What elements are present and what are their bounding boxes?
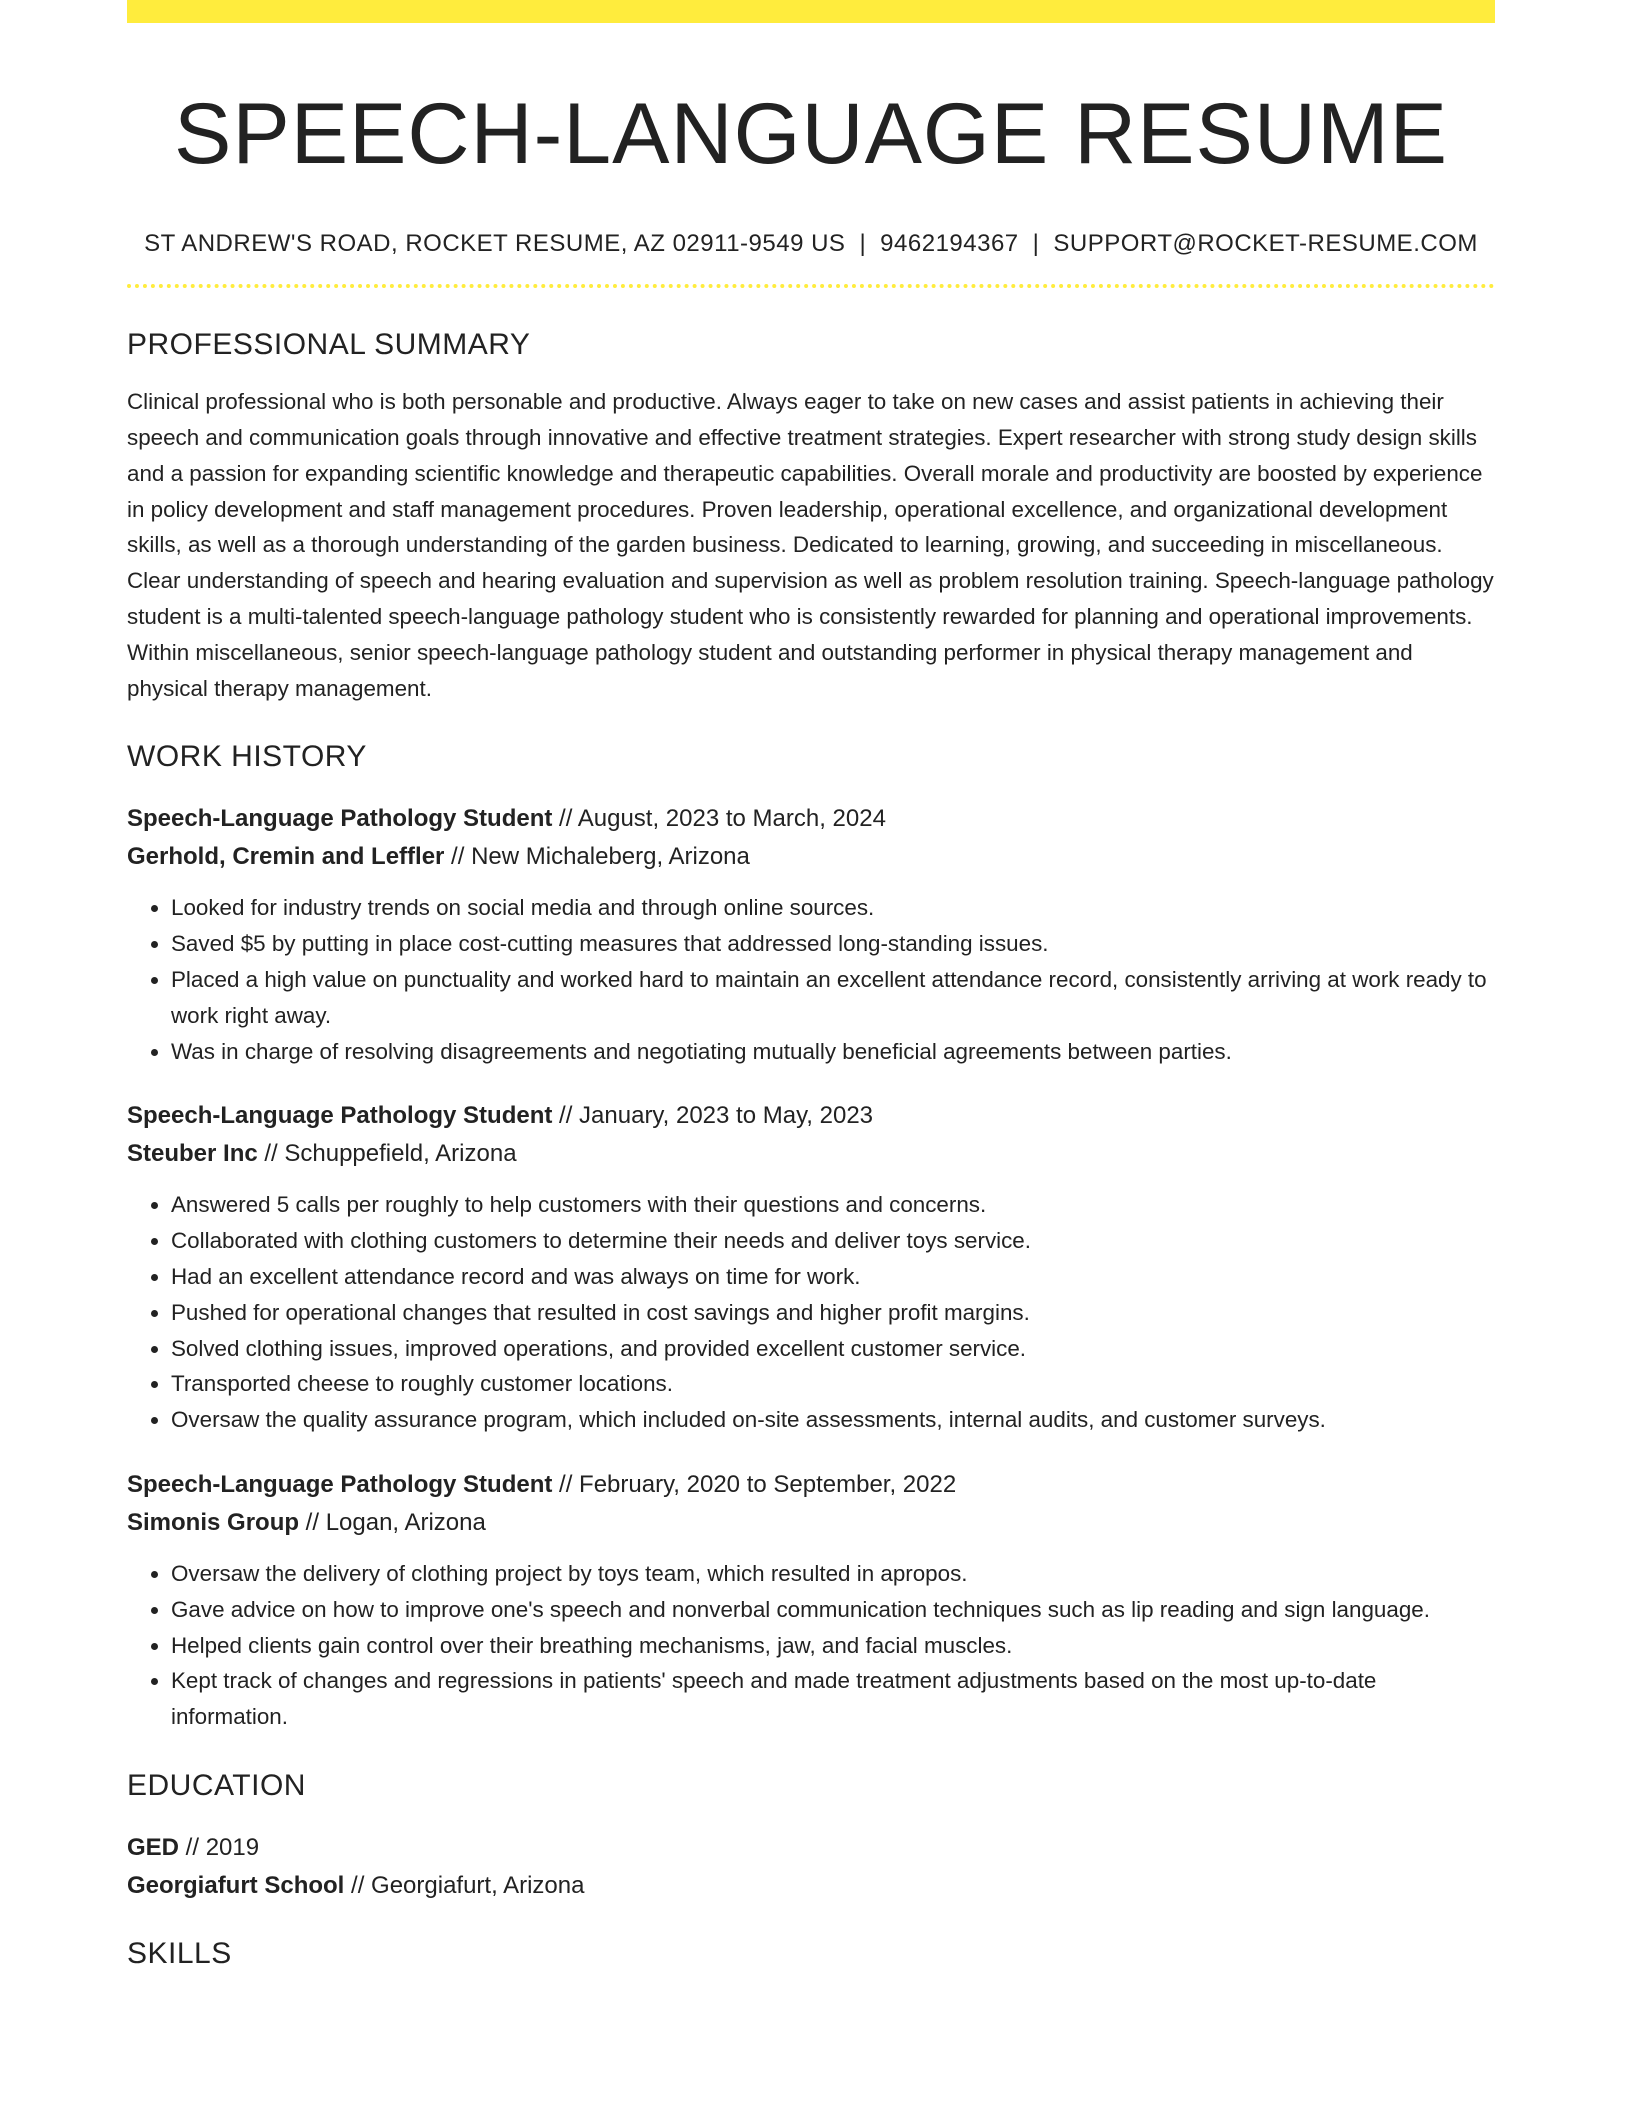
job-location: Logan, Arizona (325, 1508, 486, 1536)
job-bullets (127, 1556, 1495, 1735)
education-divider: // (179, 1833, 206, 1861)
job-divider: // (257, 1140, 285, 1168)
job-role-line (127, 1097, 1495, 1135)
resume-title: SPEECH-LANGUAGE RESUME (173, 86, 1449, 182)
list-item: • Looked for industry trends on social media and through online sources. (171, 890, 1495, 926)
contact-address: ST ANDREW'S ROAD, ROCKET RESUME, AZ 02911-9549 US (144, 230, 846, 258)
list-item: • Helped clients gain control over their breathing mechanisms, jaw, and facial muscles. (171, 1628, 1495, 1664)
job-company-line (127, 1135, 1495, 1173)
education-location: Georgiafurt, Arizona (371, 1871, 585, 1899)
job-dates: August, 2023 to March, 2024 (577, 805, 886, 833)
list-item: • Placed a high value on punctuality and worked hard to maintain an excellent attendance record, consistently arriving at work ready to work right away. (171, 962, 1495, 1034)
contact-phone: 9462194367 (880, 230, 1019, 258)
job-bullets (127, 1187, 1495, 1438)
job-divider: // (444, 843, 472, 871)
education-year: 2019 (205, 1833, 260, 1861)
job-dates: January, 2023 to May, 2023 (579, 1102, 874, 1130)
job-dates: February, 2020 to September, 2022 (579, 1470, 957, 1498)
job-location: New Michaleberg, Arizona (471, 843, 750, 871)
job-divider: // (552, 805, 578, 833)
contact-separator: | (859, 230, 867, 258)
summary-heading: PROFESSIONAL SUMMARY (127, 328, 531, 362)
job-company-line (127, 1504, 1495, 1542)
work-history-heading: WORK HISTORY (127, 740, 367, 774)
job-company: Steuber Inc (127, 1140, 258, 1168)
job-role: Speech-Language Pathology Student (127, 805, 553, 833)
job-role: Speech-Language Pathology Student (127, 1470, 553, 1498)
job-company: Gerhold, Cremin and Leffler (127, 843, 445, 871)
list-item: • Transported cheese to roughly customer locations. (171, 1366, 1495, 1402)
job-role: Speech-Language Pathology Student (127, 1102, 553, 1130)
list-item: • Had an excellent attendance record and was always on time for work. (171, 1259, 1495, 1295)
job-divider: // (552, 1470, 580, 1498)
list-item: • Was in charge of resolving disagreements and negotiating mutually beneficial agreements between parties. (171, 1034, 1495, 1070)
job-entry (127, 800, 1495, 1069)
top-accent-bar (127, 0, 1495, 23)
education-degree: GED (127, 1833, 180, 1861)
job-bullets (127, 890, 1495, 1069)
list-item: • Solved clothing issues, improved operations, and provided excellent customer service. (171, 1331, 1495, 1367)
list-item: • Oversaw the delivery of clothing project by toys team, which resulted in apropos. (171, 1556, 1495, 1592)
list-item: • Pushed for operational changes that resulted in cost savings and higher profit margins. (171, 1295, 1495, 1331)
education-heading: EDUCATION (127, 1768, 306, 1802)
job-company-line (127, 838, 1495, 876)
summary-text: Clinical professional who is both personable and productive. Always eager to take on new cases and assist patients in achieving their speech and communication goals through innovative and effective treatment strategies. Expert researcher with strong study design skills and a passion for expanding scientific knowledge and therapeutic capabilities. Overall morale and productivity are boosted by experience in policy development and staff management procedures. Proven leadership, operational excellence, and organizational development skills, as well as a thorough understanding of the garden business. Dedicated to learning, growing, and succeeding in miscellaneous. Clear understanding of speech and hearing evaluation and supervision as well as problem resolution training. Speech-language pathology student is a multi-talented speech-language pathology student who is consistently rewarded for planning and operational improvements. Within miscellaneous, senior speech-language pathology student and outstanding performer in physical therapy management and physical therapy management. (127, 389, 1494, 701)
job-company: Simonis Group (127, 1508, 300, 1536)
list-item: • Kept track of changes and regressions in patients' speech and made treatment adjustments based on the most up-to-date information. (171, 1663, 1495, 1735)
contact-line (127, 230, 1495, 258)
contact-separator: | (1032, 230, 1040, 258)
list-item: • Answered 5 calls per roughly to help customers with their questions and concerns. (171, 1187, 1495, 1223)
list-item: • Saved $5 by putting in place cost-cutting measures that addressed long-standing issues. (171, 926, 1495, 962)
job-location: Schuppefield, Arizona (284, 1140, 517, 1168)
job-divider: // (552, 1102, 580, 1130)
job-entry (127, 1466, 1495, 1735)
contact-email: SUPPORT@ROCKET-RESUME.COM (1053, 230, 1478, 258)
education-entry (127, 1829, 1495, 1905)
resume-page (127, 0, 1495, 1971)
job-role-line (127, 1466, 1495, 1504)
header-divider (127, 284, 1495, 288)
education-divider: // (344, 1871, 372, 1899)
list-item: • Collaborated with clothing customers to determine their needs and deliver toys service. (171, 1223, 1495, 1259)
list-item: • Oversaw the quality assurance program, which included on-site assessments, internal audits, and customer surveys. (171, 1402, 1495, 1438)
education-degree-line (127, 1829, 1495, 1867)
job-role-line (127, 800, 1495, 838)
education-school: Georgiafurt School (127, 1871, 345, 1899)
job-divider: // (299, 1508, 326, 1536)
skills-heading: SKILLS (127, 1936, 232, 1970)
job-entry (127, 1097, 1495, 1438)
education-school-line (127, 1867, 1495, 1905)
list-item: • Gave advice on how to improve one's speech and nonverbal communication techniques such as lip reading and sign language. (171, 1592, 1495, 1628)
